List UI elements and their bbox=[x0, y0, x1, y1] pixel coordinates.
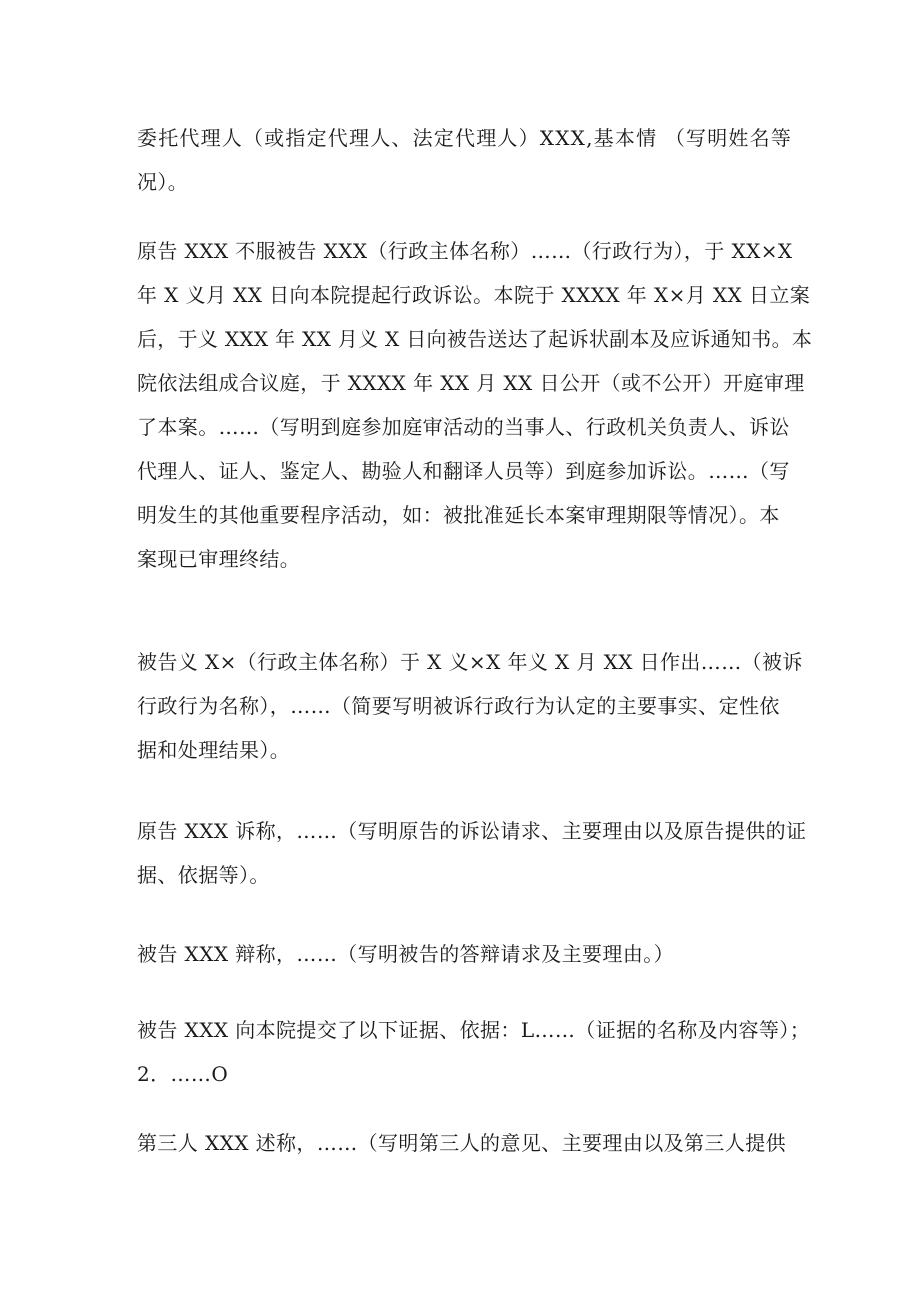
paragraph-defendant-evidence bbox=[137, 1008, 811, 1096]
text-line: 被告 XXX 向本院提交了以下证据、依据：L……（证据的名称及内容等）； bbox=[137, 1018, 811, 1042]
text-line: 案现已审理终结。 bbox=[137, 547, 301, 571]
paragraph-third-party bbox=[137, 1121, 797, 1165]
text-line: 2．……O bbox=[137, 1062, 229, 1086]
text-line: 委托代理人（或指定代理人、法定代理人）XXX,基本情 （写明姓名等 bbox=[137, 126, 793, 150]
text-line: 后，于义 XXX 年 XX 月义 X 日向被告送达了起诉状副本及应诉通知书。本 bbox=[137, 327, 813, 351]
text-line: 被告义 X×（行政主体名称）于 X 义×X 年义 X 月 XX 日作出……（被诉 bbox=[137, 650, 803, 674]
paragraph-plaintiff-claim bbox=[137, 809, 807, 897]
text-line: 年 X 义月 XX 日向本院提起行政诉讼。本院于 XXXX 年 X×月 XX 日立案 bbox=[137, 283, 811, 307]
text-line: 院依法组成合议庭，于 XXXX 年 XX 月 XX 日公开（或不公开）开庭审理 bbox=[137, 371, 805, 395]
text-line: 第三人 XXX 述称，……（写明第三人的意见、主要理由以及第三人提供 bbox=[137, 1131, 787, 1155]
text-line: 被告 XXX 辩称，……（写明被告的答辩请求及主要理由。） bbox=[137, 942, 675, 966]
text-line: 原告 XXX 诉称，……（写明原告的诉讼请求、主要理由以及原告提供的证 bbox=[137, 819, 807, 843]
text-line: 原告 XXX 不服被告 XXX（行政主体名称）……（行政行为），于 XX×X bbox=[137, 239, 793, 263]
text-line: 据、依据等）。 bbox=[137, 863, 270, 887]
text-line: 况）。 bbox=[137, 170, 189, 194]
paragraph-agent-info bbox=[137, 116, 797, 204]
text-line: 了本案。……（写明到庭参加庭审活动的当事人、行政机关负责人、诉讼 bbox=[137, 415, 790, 439]
paragraph-defendant-defense bbox=[137, 932, 797, 976]
text-line: 明发生的其他重要程序活动，如：被批准延长本案审理期限等情况）。本 bbox=[137, 503, 780, 527]
text-line: 代理人、证人、鉴定人、勘验人和翻译人员等）到庭参加诉讼。……（写 bbox=[137, 459, 790, 483]
paragraph-defendant-action bbox=[137, 640, 803, 772]
text-line: 行政行为名称），……（简要写明被诉行政行为认定的主要事实、定性依 bbox=[137, 694, 780, 718]
text-line: 据和处理结果）。 bbox=[137, 738, 291, 762]
paragraph-case-procedure bbox=[137, 229, 813, 581]
